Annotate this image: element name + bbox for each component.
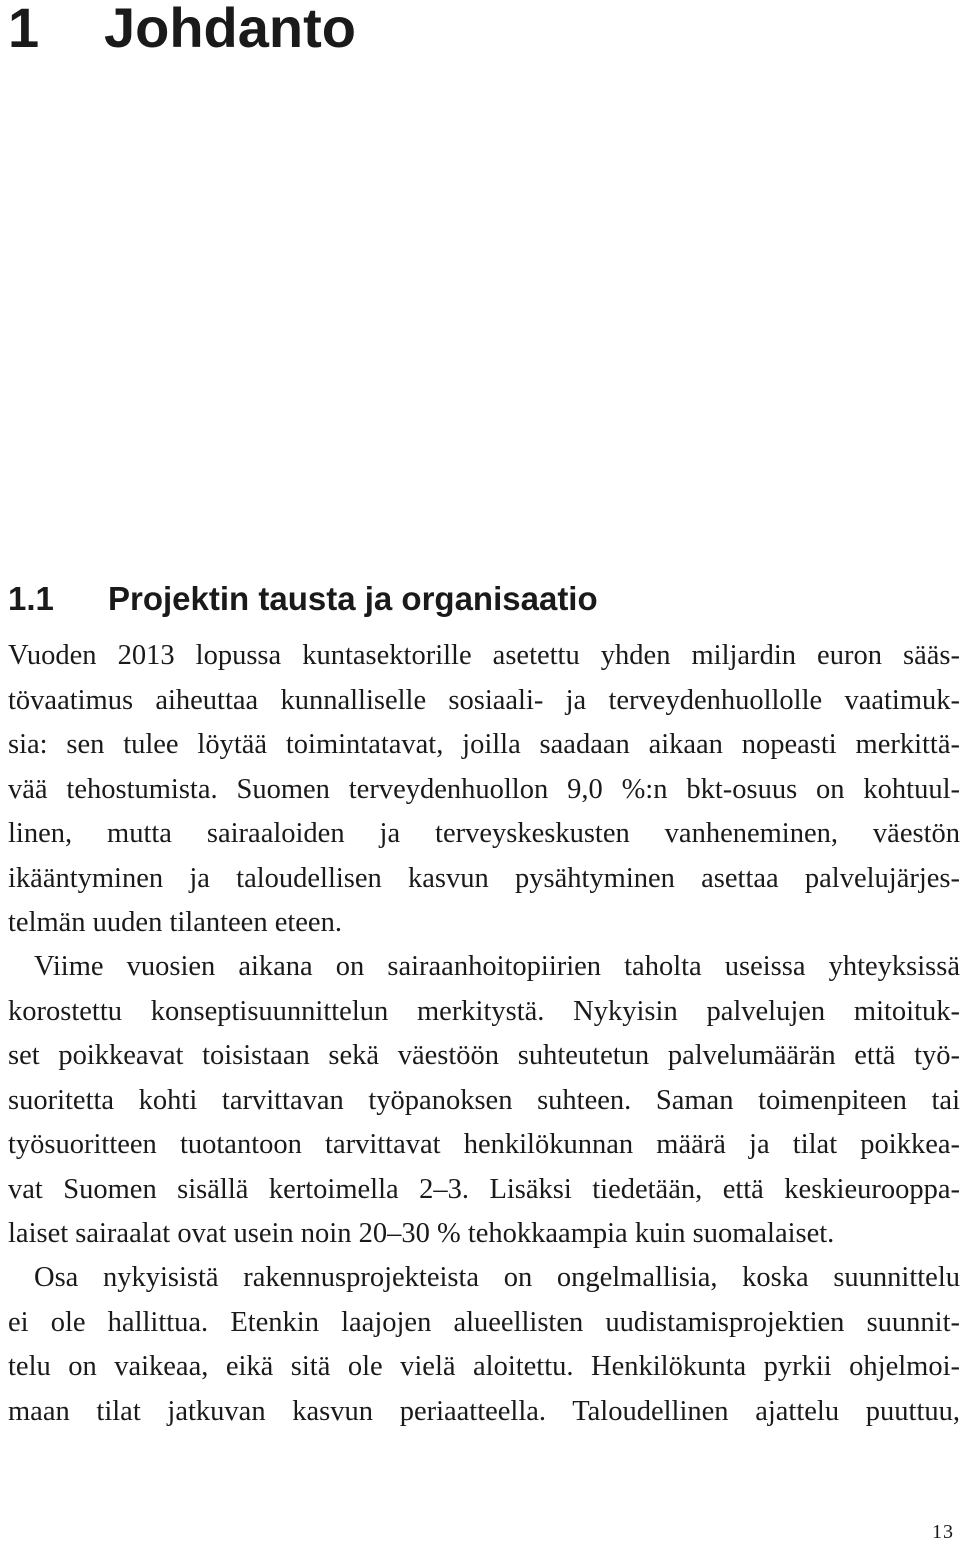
text-line: set poikkeavat toisistaan sekä väestöön suhteutetun palvelumäärän että työ- [8, 1040, 960, 1071]
chapter-title-text: Johdanto [104, 0, 356, 59]
section-title-text: Projektin tausta ja organisaatio [108, 580, 598, 617]
text-line: korostettu konseptisuunnittelun merkitystä. Nykyisin palvelujen mitoituk- [8, 995, 960, 1027]
text-line: Viime vuosien aikana on sairaanhoitopiirien taholta useissa yhteyksissä [34, 951, 960, 982]
text-line: sia: sen tulee löytää toimintatavat, joilla saadaan aikaan nopeasti merkittä- [8, 729, 960, 760]
text-line: linen, mutta sairaaloiden ja terveyskeskusten vanheneminen, väestön [8, 818, 960, 849]
text-line: telmän uuden tilanteen eteen. [8, 907, 342, 938]
text-line: telu on vaikeaa, eikä sitä ole vielä aloitettu. Henkilökunta pyrkii ohjelmoi- [8, 1351, 960, 1382]
text-line: maan tilat jatkuvan kasvun periaatteella. Taloudellinen ajattelu puuttuu, [8, 1395, 960, 1427]
text-line: ei ole hallittua. Etenkin laajojen alueellisten uudistamisprojektien suunnit- [8, 1306, 960, 1338]
page-number: 13 [932, 1521, 954, 1543]
chapter-title [8, 0, 356, 60]
text-line: laiset sairaalat ovat usein noin 20–30 % tehokkaampia kuin suomalaiset. [8, 1218, 835, 1249]
chapter-number: 1 [8, 0, 40, 59]
text-line: Vuoden 2013 lopussa kuntasektorille asetettu yhden miljardin euron sääs- [8, 640, 960, 671]
paragraph-2 [8, 945, 960, 1257]
text-line: vat Suomen sisällä kertoimella 2–3. Lisäksi tiedetään, että keskieurooppa- [8, 1173, 960, 1205]
text-line: vää tehostumista. Suomen terveydenhuollon 9,0 %:n bkt-osuus on kohtuul- [8, 773, 960, 805]
paragraph-1 [8, 634, 960, 946]
paragraph-3 [8, 1256, 960, 1434]
text-line: tövaatimus aiheuttaa kunnalliselle sosiaali- ja terveydenhuollolle vaatimuk- [8, 684, 960, 716]
text-line: Osa nykyisistä rakennusprojekteista on ongelmallisia, koska suunnittelu [34, 1262, 960, 1293]
section-number: 1.1 [8, 580, 54, 617]
text-line: suoritetta kohti tarvittavan työpanoksen suhteen. Saman toimenpiteen tai [8, 1084, 960, 1116]
text-line: ikääntyminen ja taloudellisen kasvun pysähtyminen asettaa palvelujärjes- [8, 862, 960, 894]
section-title [8, 576, 598, 622]
text-line: työsuoritteen tuotantoon tarvittavat henkilökunnan määrä ja tilat poikkea- [8, 1129, 960, 1160]
